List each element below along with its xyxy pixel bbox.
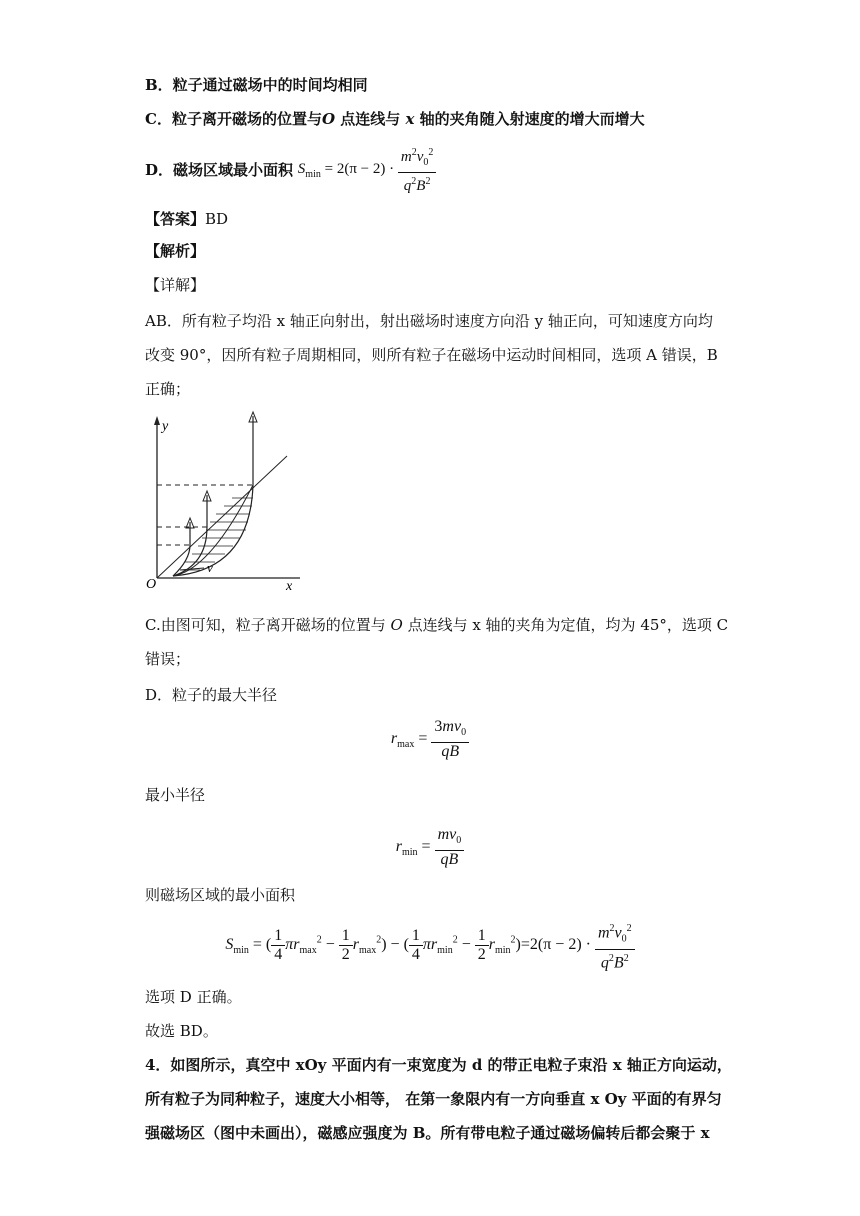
- detail-heading: 【详解】: [145, 276, 206, 294]
- min-radius-label: 最小半径: [145, 786, 206, 804]
- trajectory-figure: [140, 410, 320, 595]
- d-para-line-1: D．粒子的最大半径: [145, 686, 278, 704]
- answer-line: [145, 208, 228, 229]
- answer-tag: 【答案】: [145, 210, 206, 228]
- q4-line-2: 所有粒子为同种粒子，速度大小相等， 在第一象限内有一方向垂直 x Oy 平面的有界匀: [145, 1090, 722, 1108]
- option-c: [145, 108, 645, 129]
- ab-para-line-3: 正确；: [145, 380, 191, 398]
- rmax-formula: $r_{max}$ = $\frac{3mv_0}{qB}$: [0, 718, 860, 761]
- choose-bd: 故选 BD。: [145, 1022, 218, 1040]
- c-para-line-1: C.由图可知，粒子离开磁场的位置与 O 点连线与 x 轴的夹角为定值，均为 45°，选项 C: [145, 616, 729, 634]
- option-c-text-1: C．粒子离开磁场的位置与: [145, 110, 322, 128]
- option-b: B．粒子通过磁场中的时间均相同: [145, 76, 368, 94]
- min-area-label: 则磁场区域的最小面积: [145, 886, 296, 904]
- answer-value: BD: [205, 210, 229, 228]
- rmin-formula: $r_{min}$ = $\frac{mv_0}{qB}$: [0, 826, 860, 869]
- option-d-formula: $S_{min} = 2(\pi - 2)$ · $\frac{m^2v_0^2}{q^2B^2}$: [298, 161, 437, 177]
- option-d: [145, 144, 436, 195]
- velocity-label: v: [207, 560, 213, 575]
- ab-para-line-1: AB．所有粒子均沿 x 轴正向射出，射出磁场时速度方向沿 y 轴正向，可知速度方向均: [145, 312, 713, 330]
- axis-y-label: y: [162, 419, 169, 434]
- analysis-heading: 【解析】: [145, 242, 206, 260]
- axis-x-label: x: [286, 579, 293, 594]
- option-c-text-3: 轴的夹角随入射速度的增大而增大: [414, 110, 645, 128]
- ab-para-line-2: 改变 90°，因所有粒子周期相同，则所有粒子在磁场中运动时间相同，选项 A 错误，B: [145, 346, 718, 364]
- smin-expanded-formula: $S_{min}$ = ( $\frac{1}{4}$ $\pi r_{max}^2$ − $\frac{1}{2}$ $r_{max}^2$) − ( $\frac{1}{4}$ $\pi r_{min}^2$ − $\frac{1}{2}$ $r_{min}^2)=2(\pi - 2)$ · $\frac{m^2v_0^2}{q^2B^2}$: [0, 920, 860, 972]
- q4-line-3: 强磁场区（图中未画出），磁感应强度为 B。所有带电粒子通过磁场偏转后都会聚于 x: [145, 1124, 710, 1142]
- q4-line-1: 4．如图所示，真空中 xOy 平面内有一束宽度为 d 的带正电粒子束沿 x 轴正方向运动，: [145, 1056, 732, 1074]
- c-para-line-2: 错误；: [145, 650, 191, 668]
- d-correct: 选项 D 正确。: [145, 988, 242, 1006]
- option-c-x: x: [405, 110, 415, 128]
- origin-label: O: [146, 577, 157, 592]
- option-d-label: D．磁场区域最小面积: [145, 161, 294, 179]
- option-c-O: O: [321, 110, 336, 128]
- option-c-text-2: 点连线与: [335, 110, 406, 128]
